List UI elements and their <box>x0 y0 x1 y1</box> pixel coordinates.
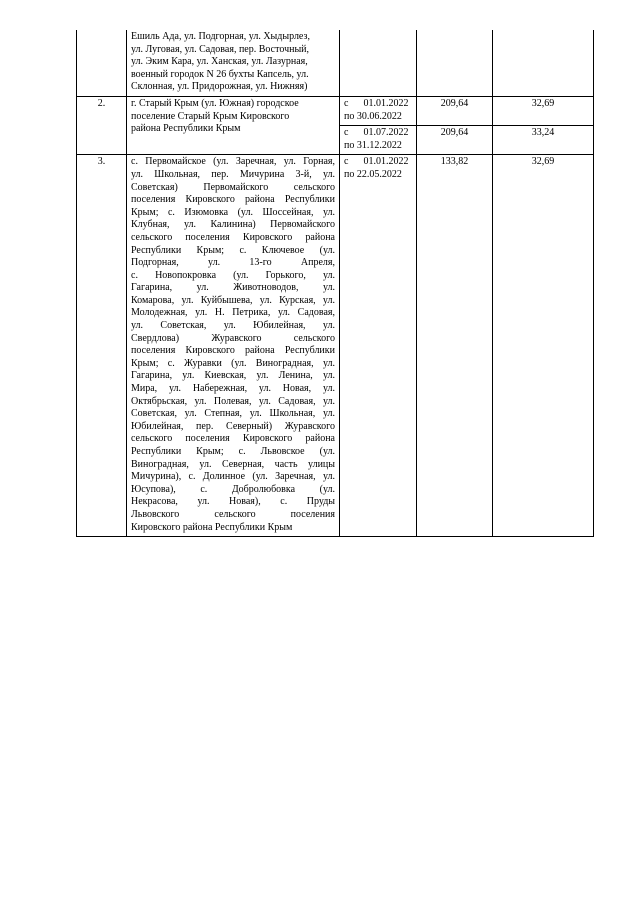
desc-line: Склонная, ул. Придорожная, ул. Нижняя) <box>131 81 308 93</box>
desc-line: Свердлова) Журавского сельского <box>131 332 335 344</box>
desc-line: Комарова, ул. Куйбышева, ул. Курская, ул. <box>131 294 335 306</box>
table-row-1-continuation <box>77 30 594 96</box>
desc-line: Львовского сельского поселения <box>131 508 335 520</box>
period-from: с 01.01.2022 <box>344 156 409 168</box>
desc-line: поселения Кировского района Республики <box>131 345 335 357</box>
desc-line: ул. Эким Кара, ул. Ханская, ул. Лазурная, <box>131 56 308 68</box>
desc-line: Республики Крым; с. Львовское (ул. <box>131 446 335 457</box>
period-cell <box>340 126 417 155</box>
desc-line: Юсупова), с. Добролюбовка (ул. <box>131 483 335 495</box>
period-cell <box>340 96 417 125</box>
settlement-description <box>127 96 340 154</box>
desc-line: Кировского района Республики Крым <box>131 521 293 533</box>
period-cell <box>340 30 417 96</box>
desc-line: Мичурина), с. Долинное (ул. Заречная, ул. <box>131 471 335 483</box>
desc-line: с. Новопокровка (ул. Горького, ул. <box>131 269 335 281</box>
period-from: с 01.01.2022 <box>344 97 409 109</box>
desc-line: Подгорная, ул. 13-го Апреля, <box>131 257 335 269</box>
row-number-cell <box>77 30 127 96</box>
desc-line: Советская) Первомайского сельского <box>131 181 335 193</box>
period-to: по 30.06.2022 <box>344 110 402 122</box>
desc-line: сельского поселения Кировского района <box>131 231 335 243</box>
tariff-table <box>76 30 594 537</box>
desc-line: Октябрьская, ул. Полевая, ул. Садовая, ул. <box>131 395 335 407</box>
tariff-value-1: 209,64 <box>417 96 493 125</box>
desc-line: ул. Советская, ул. Юбилейная, ул. <box>131 320 335 332</box>
desc-line: поселение Старый Крым Кировского <box>131 110 290 122</box>
desc-line: Ешиль Ада, ул. Подгорная, ул. Хыдырлез, <box>131 31 310 42</box>
desc-line: Мира, ул. Набережная, ул. Новая, ул. <box>131 383 335 395</box>
desc-line: г. Старый Крым (ул. Южная) городское <box>131 97 299 109</box>
desc-line: с. Первомайское (ул. Заречная, ул. Горная, <box>131 156 335 168</box>
table-row-2 <box>77 96 594 125</box>
desc-line: Советская, ул. Степная, ул. Школьная, ул. <box>131 408 335 420</box>
period-from: с 01.07.2022 <box>344 127 409 139</box>
period-to: по 22.05.2022 <box>344 168 402 180</box>
desc-line: Республики Крым; с. Ключевое (ул. <box>131 244 335 256</box>
desc-line: Клубная, ул. Калинина) Первомайского <box>131 219 335 231</box>
row-number: 2. <box>77 96 127 154</box>
tariff-value-1: 133,82 <box>417 155 493 537</box>
table-row-3 <box>77 155 594 537</box>
tariff-value-2: 32,69 <box>493 155 594 537</box>
tariff-value-2: 32,69 <box>493 96 594 125</box>
settlement-description <box>127 30 340 96</box>
period-cell <box>340 155 417 537</box>
desc-line: военный городок N 26 бухты Капсель, ул. <box>131 68 309 80</box>
desc-line: Юбилейная, пер. Северный) Журавского <box>131 420 335 432</box>
desc-line: ул. Луговая, ул. Садовая, пер. Восточный, <box>131 43 310 55</box>
tariff-cell <box>417 30 493 96</box>
row-number: 3. <box>77 155 127 537</box>
desc-line: Молодежная, ул. Н. Петрика, ул. Садовая, <box>131 307 335 319</box>
desc-line: Некрасова, ул. Новая), с. Пруды <box>131 496 335 508</box>
desc-line: ул. Школьная, пер. Мичурина 3-й, ул. <box>131 168 335 180</box>
desc-line: района Республики Крым <box>131 123 241 135</box>
desc-line: Гагарина, ул. Киевская, ул. Ленина, ул. <box>131 370 335 382</box>
tariff-value-2: 33,24 <box>493 126 594 155</box>
desc-line: поселения Кировского района Республики <box>131 194 335 206</box>
settlement-description <box>127 155 340 537</box>
desc-line: Виноградная, ул. Северная, часть улицы <box>131 458 335 470</box>
desc-line: Крым; с. Журавки (ул. Виноградная, ул. <box>131 357 335 369</box>
desc-line: Крым; с. Изюмовка (ул. Шоссейная, ул. <box>131 206 335 218</box>
tariff-value-1: 209,64 <box>417 126 493 155</box>
period-to: по 31.12.2022 <box>344 139 402 151</box>
tariff-cell <box>493 30 594 96</box>
desc-line: Гагарина, ул. Животноводов, ул. <box>131 282 335 294</box>
desc-line: сельского поселения Кировского района <box>131 433 335 445</box>
